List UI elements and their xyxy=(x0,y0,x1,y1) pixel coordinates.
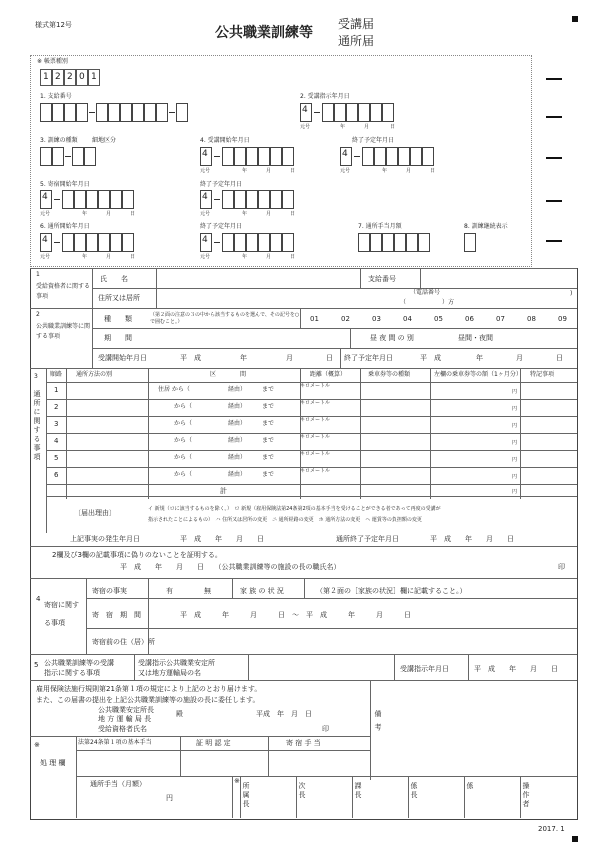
s2-label: 公共職業訓練等に関する事項 xyxy=(36,323,91,340)
decl-dono: 殿 xyxy=(176,710,183,718)
form-title-sub1: 受講届 xyxy=(338,17,375,31)
date-cell[interactable] xyxy=(322,103,334,122)
start6-date-cell[interactable] xyxy=(98,233,110,252)
end5-date-cell[interactable] xyxy=(222,190,234,209)
s3-reason2: 指示されたことによるもの） ハ 住所又は居所の変更 ニ 通所経路の変更 ホ 通所方法の変更 ヘ 運賃等の負担額の変更 xyxy=(148,517,422,523)
cell-separator xyxy=(54,199,60,200)
proc-yen: 円 xyxy=(166,794,173,802)
ledger-code-cell[interactable]: 2 xyxy=(52,69,64,86)
cell-separator xyxy=(314,112,320,113)
s3-col-header: 左欄の乗車券等の額（1ヶ月分） xyxy=(434,371,522,378)
s4-family-label: 家 族 の 状 況 xyxy=(240,587,284,595)
s3-row-dist: キロメートル xyxy=(300,468,331,474)
s3-row-no: 5 xyxy=(54,454,59,462)
cert-line2: 平 成 年 月 日 （公共職業訓練等の施設の長の職氏名） xyxy=(120,563,341,571)
main-form xyxy=(30,268,578,820)
m-caption: 月 xyxy=(266,254,272,260)
s3-row-yen: 円 xyxy=(512,457,518,463)
proc-cert: 証 明 認 定 xyxy=(196,739,231,747)
start4-date-cell[interactable] xyxy=(270,147,282,166)
decl-date: 平成 年 月 日 xyxy=(256,710,312,718)
cell-separator xyxy=(214,156,220,157)
s1-number: 1 xyxy=(36,271,40,278)
stamp-label: 次長 xyxy=(298,782,306,800)
kind-cell[interactable] xyxy=(40,147,52,166)
s4-no: 無 xyxy=(204,587,211,595)
kind-cell[interactable] xyxy=(72,147,84,166)
ledger-code-cell[interactable]: 0 xyxy=(76,69,88,86)
s2-number: 2 xyxy=(36,311,40,318)
s3-row-no: 4 xyxy=(54,437,59,445)
start4-date-cell[interactable] xyxy=(258,147,270,166)
start6-date-cell[interactable] xyxy=(122,233,134,252)
start5-date-cell[interactable] xyxy=(62,190,74,209)
end4-date-cell[interactable] xyxy=(386,147,398,166)
field6e-label: 終了予定年月日 xyxy=(200,223,243,230)
proc-mark: ※ xyxy=(34,741,40,749)
m-caption: 月 xyxy=(266,168,272,174)
s4-number: 4 xyxy=(36,595,41,603)
s3-label: 通所に関する事項 xyxy=(33,390,41,462)
allowance-cell[interactable] xyxy=(418,233,430,252)
end6-date-cell[interactable] xyxy=(222,233,234,252)
form-title-sub2: 通所届 xyxy=(338,34,375,48)
corner-mark xyxy=(572,16,578,22)
y-caption: 年 xyxy=(242,168,248,174)
d-caption: 日 xyxy=(390,124,396,130)
s3-line xyxy=(46,484,577,485)
s3-line xyxy=(46,496,577,497)
end5-date-cell[interactable] xyxy=(258,190,270,209)
date-cell[interactable] xyxy=(358,103,370,122)
start5-date-cell[interactable] xyxy=(98,190,110,209)
stamp-label: 課長 xyxy=(354,782,362,800)
decl-line5: 受給資格者氏名 xyxy=(98,725,147,733)
y-caption: 年 xyxy=(242,254,248,260)
shikyu-cell[interactable] xyxy=(96,103,108,122)
allowance-cell[interactable] xyxy=(358,233,370,252)
era-caption: 元号 xyxy=(200,211,211,217)
d-caption: 日 xyxy=(290,211,296,217)
end6-date-cell[interactable] xyxy=(258,233,270,252)
proc-label: 処 理 欄 xyxy=(40,759,66,767)
s3-row-no: 2 xyxy=(54,403,59,411)
s3-end-label: 通所終了予定年月日 xyxy=(336,535,399,543)
era-digit: 4 xyxy=(202,235,208,245)
s5-label1: 公共職業訓練等の受講 xyxy=(44,659,114,667)
decl-line2: また、この届書の提出を上記公共職業訓練等の施設の長に委任します。 xyxy=(36,696,260,704)
proc-tsusho: 通所手当（月額） xyxy=(90,780,146,788)
cell-separator xyxy=(169,112,175,113)
s1-shikyu-label: 支給番号 xyxy=(368,275,396,283)
continue-cell[interactable] xyxy=(464,233,476,252)
s1-paren-open: （ xyxy=(400,299,407,306)
s3-row-from: から（ xyxy=(174,437,193,444)
era-caption: 元号 xyxy=(40,254,51,260)
m-caption: 月 xyxy=(364,124,370,130)
form-title: 公共職業訓練等 xyxy=(215,25,313,41)
stamp-divider xyxy=(408,776,409,818)
stamp-divider xyxy=(296,776,297,818)
s2-code-option[interactable]: 01 xyxy=(310,315,319,323)
s5-label4: 又は地方運輸局の名 xyxy=(138,669,201,677)
s2-daynight-label: 昼 夜 間 の 別 xyxy=(370,334,414,342)
end4-date-cell[interactable] xyxy=(362,147,374,166)
era-digit: 4 xyxy=(42,235,48,245)
s1-label: 受給資格者に関する事項 xyxy=(36,283,91,300)
s5-date-label: 受講指示年月日 xyxy=(400,665,449,673)
y-caption: 年 xyxy=(82,254,88,260)
end5-date-cell[interactable] xyxy=(234,190,246,209)
era-digit: 4 xyxy=(42,192,48,202)
shikyu-cell[interactable] xyxy=(40,103,52,122)
era-caption: 元号 xyxy=(40,211,51,217)
s4-fact-label: 寄宿の事実 xyxy=(92,587,127,595)
field1-label: 1. 支給番号 xyxy=(40,93,72,100)
s2-code-option[interactable]: 04 xyxy=(403,315,412,323)
field3-label: 3. 訓練の種類 xyxy=(40,137,78,144)
cert-line1: 2欄及び3欄の記載事項に偽りのないことを証明する。 xyxy=(52,551,222,559)
cell-separator xyxy=(214,242,220,243)
ledger-code-cell[interactable]: 1 xyxy=(40,69,52,86)
shikyu-cell[interactable] xyxy=(156,103,168,122)
era-digit: 4 xyxy=(342,149,348,159)
margin-dash-2 xyxy=(546,116,562,118)
era-caption: 元号 xyxy=(300,124,311,130)
s3-number: 3 xyxy=(34,373,38,380)
stamp-divider xyxy=(520,776,521,818)
s2-daytime-value: 昼間・夜間 xyxy=(458,334,493,342)
start4-date-cell[interactable] xyxy=(246,147,258,166)
s3-row-dist: キロメートル xyxy=(300,383,331,389)
s3-reason1: イ 新規（ロに該当するものを除く。） ロ 新規（雇用保険法第24条第2項の基本手当を受けることができる者であって再度の受講が xyxy=(148,506,441,512)
s3-total: 計 xyxy=(220,487,227,495)
s3-row-dist: キロメートル xyxy=(300,417,331,423)
start4-date-cell[interactable] xyxy=(282,147,294,166)
s2-start-y: 年 xyxy=(240,354,247,362)
s3-occ-date: 平 成 年 月 日 xyxy=(180,535,264,543)
form-number: 様式第12号 xyxy=(35,21,72,29)
s3-row-via: 経由） xyxy=(228,471,247,478)
stamp-label: 所属長 xyxy=(242,782,250,809)
field5e-label: 終了予定年月日 xyxy=(200,181,243,188)
decl-line1: 雇用保険法施行規則第21条第１項の規定により上記のとおり届けます。 xyxy=(36,685,262,693)
s4-period-value: 平 成 年 月 日 〜 平 成 年 月 日 xyxy=(180,611,411,619)
d-caption: 日 xyxy=(130,211,136,217)
field7-label: 7. 通所手当月額 xyxy=(358,223,402,230)
m-caption: 月 xyxy=(106,254,112,260)
s5-label2: 指示に関する事項 xyxy=(44,669,100,677)
proc-basic: 法第24条第１項の基本手当 xyxy=(78,739,152,746)
proc-kishuku: 寄 宿 手 当 xyxy=(286,739,321,747)
s1-hou-label: ）方 xyxy=(442,299,455,306)
s3-row-to: まで xyxy=(262,437,275,444)
stamp-divider xyxy=(464,776,465,818)
decl-remark: 備 考 xyxy=(374,710,382,733)
start5-date-cell[interactable] xyxy=(122,190,134,209)
decl-line3: 公共職業安定所長 xyxy=(98,706,154,714)
end6-date-cell[interactable] xyxy=(282,233,294,252)
s3-col-header: 距離（概算） xyxy=(310,371,347,378)
start6-date-cell[interactable] xyxy=(62,233,74,252)
corner-mark-bottom xyxy=(572,836,578,842)
s3-occ-label: 上記事実の発生年月日 xyxy=(70,535,140,543)
s3-row-from: 住居 から（ xyxy=(158,386,190,393)
s1-address-label: 住所又は居所 xyxy=(98,294,140,302)
y-caption: 年 xyxy=(382,168,388,174)
cell-separator xyxy=(214,199,220,200)
shikyu-cell[interactable] xyxy=(132,103,144,122)
start4-date-cell[interactable] xyxy=(222,147,234,166)
end5-date-cell[interactable] xyxy=(246,190,258,209)
date-cell[interactable] xyxy=(346,103,358,122)
s2-kind-note: （第２面の注意の３の中から該当するものを選んで、その記号を○で囲むこと。） xyxy=(150,312,300,325)
date-cell[interactable] xyxy=(370,103,382,122)
s2-start-label: 受講開始年月日 xyxy=(98,354,147,362)
m-caption: 月 xyxy=(106,211,112,217)
margin-dash-1 xyxy=(546,78,562,80)
s2-code-option[interactable]: 02 xyxy=(341,315,350,323)
s4-yes: 有 xyxy=(166,587,173,595)
era-caption: 元号 xyxy=(200,168,211,174)
s5-label3: 受講指示公共職業安定所 xyxy=(138,659,215,667)
cert-seal: 印 xyxy=(558,563,565,571)
s2-start-m: 月 xyxy=(286,354,293,362)
s3-row-to: まで xyxy=(262,403,275,410)
s3-row-dist: キロメートル xyxy=(300,400,331,406)
s3-row-yen: 円 xyxy=(512,474,518,480)
s2-end-d: 日 xyxy=(556,354,563,362)
start5-date-cell[interactable] xyxy=(110,190,122,209)
s3-row-to: まで xyxy=(262,420,275,427)
shikyu-cell[interactable] xyxy=(176,103,188,122)
s2-start-heisei: 平 成 xyxy=(180,354,201,362)
s3-row-dist: キロメートル xyxy=(300,451,331,457)
kind-cell[interactable] xyxy=(84,147,96,166)
s2-code-option[interactable]: 07 xyxy=(496,315,505,323)
s3-row-via: 経由） xyxy=(228,420,247,427)
start5-date-cell[interactable] xyxy=(86,190,98,209)
s3-row-yen: 円 xyxy=(512,406,518,412)
era-caption: 元号 xyxy=(340,168,351,174)
s2-end-m: 月 xyxy=(516,354,523,362)
s3-row-from: から（ xyxy=(174,471,193,478)
s3-col-header: 区 間 xyxy=(210,371,247,378)
d-caption: 日 xyxy=(290,168,296,174)
s3-row-from: から（ xyxy=(174,403,193,410)
s5-number: 5 xyxy=(34,661,39,669)
ledger-code-cell[interactable]: 1 xyxy=(88,69,100,86)
y-caption: 年 xyxy=(82,211,88,217)
end5-date-cell[interactable] xyxy=(270,190,282,209)
end6-date-cell[interactable] xyxy=(246,233,258,252)
s3-row-via: 経由） xyxy=(228,437,247,444)
s3-col-header: 通所方法の別 xyxy=(76,371,113,378)
y-caption: 年 xyxy=(340,124,346,130)
s3-row-to: まで xyxy=(262,454,275,461)
kind-cell[interactable] xyxy=(52,147,64,166)
margin-dash-4 xyxy=(546,200,562,202)
end4-date-cell[interactable] xyxy=(374,147,386,166)
field6-label: 6. 通所開始年月日 xyxy=(40,223,90,230)
stamp-divider xyxy=(352,776,353,818)
s2-code-option[interactable]: 03 xyxy=(372,315,381,323)
cell-separator xyxy=(54,242,60,243)
s3-col-header: 順路 xyxy=(50,371,63,378)
field2-label: 2. 受講指示年月日 xyxy=(300,93,350,100)
m-caption: 月 xyxy=(266,211,272,217)
allowance-cell[interactable] xyxy=(382,233,394,252)
s2-code-option[interactable]: 06 xyxy=(465,315,474,323)
s2-period-label: 期 間 xyxy=(104,334,132,342)
m-caption: 月 xyxy=(406,168,412,174)
field8-label: 8. 訓練継続表示 xyxy=(464,223,508,230)
date-cell[interactable] xyxy=(382,103,394,122)
date-cell[interactable] xyxy=(334,103,346,122)
s3-row-to: まで xyxy=(262,471,275,478)
shikyu-cell[interactable] xyxy=(76,103,88,122)
shikyu-cell[interactable] xyxy=(64,103,76,122)
s1-name-label: 氏 名 xyxy=(100,275,128,283)
margin-dash-5 xyxy=(546,240,562,242)
d-caption: 日 xyxy=(290,254,296,260)
s3-col-header: 特記事項 xyxy=(530,371,555,378)
era-caption: 元号 xyxy=(200,254,211,260)
end4-date-cell[interactable] xyxy=(410,147,422,166)
cell-separator xyxy=(65,156,71,157)
s3-row-no: 3 xyxy=(54,420,59,428)
allowance-cell[interactable] xyxy=(406,233,418,252)
s3-row-to: まで xyxy=(262,386,275,393)
s1-paren-close: ) xyxy=(570,290,573,297)
s3-row-no: 6 xyxy=(54,471,59,479)
s3-row-dist: キロメートル xyxy=(300,434,331,440)
stamp-label: 係長 xyxy=(410,782,418,800)
s2-end-label: 終了予定年月日 xyxy=(344,354,393,362)
s5-date-value: 平 成 年 月 日 xyxy=(474,665,558,673)
decl-seal: 印 xyxy=(322,725,329,733)
era-digit: 4 xyxy=(202,192,208,202)
allowance-cell[interactable] xyxy=(370,233,382,252)
d-caption: 日 xyxy=(430,168,436,174)
s1-phone-label: （電話番号 xyxy=(410,289,441,296)
cell-separator xyxy=(354,156,360,157)
field4-label: 4. 受講開始年月日 xyxy=(200,137,250,144)
end6-date-cell[interactable] xyxy=(270,233,282,252)
s3-row-yen: 円 xyxy=(512,423,518,429)
shikyu-cell[interactable] xyxy=(144,103,156,122)
field5-label: 5. 寄宿開始年月日 xyxy=(40,181,90,188)
era-digit: 4 xyxy=(202,149,208,159)
field4e-label: 終了予定年月日 xyxy=(352,137,395,144)
s3-total-yen: 円 xyxy=(512,489,518,495)
s2-code-option[interactable]: 05 xyxy=(434,315,443,323)
field3b-label: 細地区分 xyxy=(92,137,117,144)
s2-start-d: 日 xyxy=(326,354,333,362)
s4-prev-label: 寄宿前の住（居）所 xyxy=(92,638,155,646)
stamp-label: 係 xyxy=(466,782,474,791)
s3-row-via: 経由） xyxy=(228,386,247,393)
s4-family-note: （第２面の［家族の状況］欄に記載すること。） xyxy=(316,587,467,595)
era-digit: 4 xyxy=(302,105,308,115)
shikyu-cell[interactable] xyxy=(52,103,64,122)
ledger-code-cell[interactable]: 2 xyxy=(64,69,76,86)
s3-row-yen: 円 xyxy=(512,440,518,446)
s2-code-option[interactable]: 09 xyxy=(558,315,567,323)
end4-date-cell[interactable] xyxy=(422,147,434,166)
s3-row-via: 経由） xyxy=(228,403,247,410)
s2-end-heisei: 平 成 xyxy=(420,354,441,362)
s3-row-no: 1 xyxy=(54,386,59,394)
s4-period-label: 寄 宿 期 間 xyxy=(92,611,141,619)
start5-date-cell[interactable] xyxy=(74,190,86,209)
cell-separator xyxy=(89,112,95,113)
s4-label: 寄宿に関する事項 xyxy=(44,601,79,627)
start6-date-cell[interactable] xyxy=(110,233,122,252)
margin-dash-3 xyxy=(546,157,562,159)
start6-date-cell[interactable] xyxy=(74,233,86,252)
stamp-label: 操作者 xyxy=(522,782,530,809)
s3-row-from: から（ xyxy=(174,454,193,461)
footer-date: 2017. 1 xyxy=(538,825,565,833)
s3-row-from: から（ xyxy=(174,420,193,427)
s3-col-header: 乗車券等の種類 xyxy=(368,371,411,378)
allowance-cell[interactable] xyxy=(394,233,406,252)
start4-date-cell[interactable] xyxy=(234,147,246,166)
s3-end-date: 平 成 年 月 日 xyxy=(430,535,514,543)
s3-row-via: 経由） xyxy=(228,454,247,461)
s3-row-yen: 円 xyxy=(512,389,518,395)
proc-mark2: ※ xyxy=(234,777,240,785)
end4-date-cell[interactable] xyxy=(398,147,410,166)
d-caption: 日 xyxy=(130,254,136,260)
end6-date-cell[interactable] xyxy=(234,233,246,252)
decl-line4: 地 方 運 輸 局 長 xyxy=(98,715,152,723)
s2-kind-label: 種 類 xyxy=(104,315,132,323)
shikyu-cell[interactable] xyxy=(108,103,120,122)
s3-reason-head: 〔届出理由〕 xyxy=(74,509,116,517)
y-caption: 年 xyxy=(242,211,248,217)
start6-date-cell[interactable] xyxy=(86,233,98,252)
end5-date-cell[interactable] xyxy=(282,190,294,209)
shikyu-cell[interactable] xyxy=(120,103,132,122)
ledger-label: ※ 帳票種別 xyxy=(37,58,68,65)
stamp-divider xyxy=(240,776,241,818)
s2-code-option[interactable]: 08 xyxy=(527,315,536,323)
s2-end-y: 年 xyxy=(476,354,483,362)
